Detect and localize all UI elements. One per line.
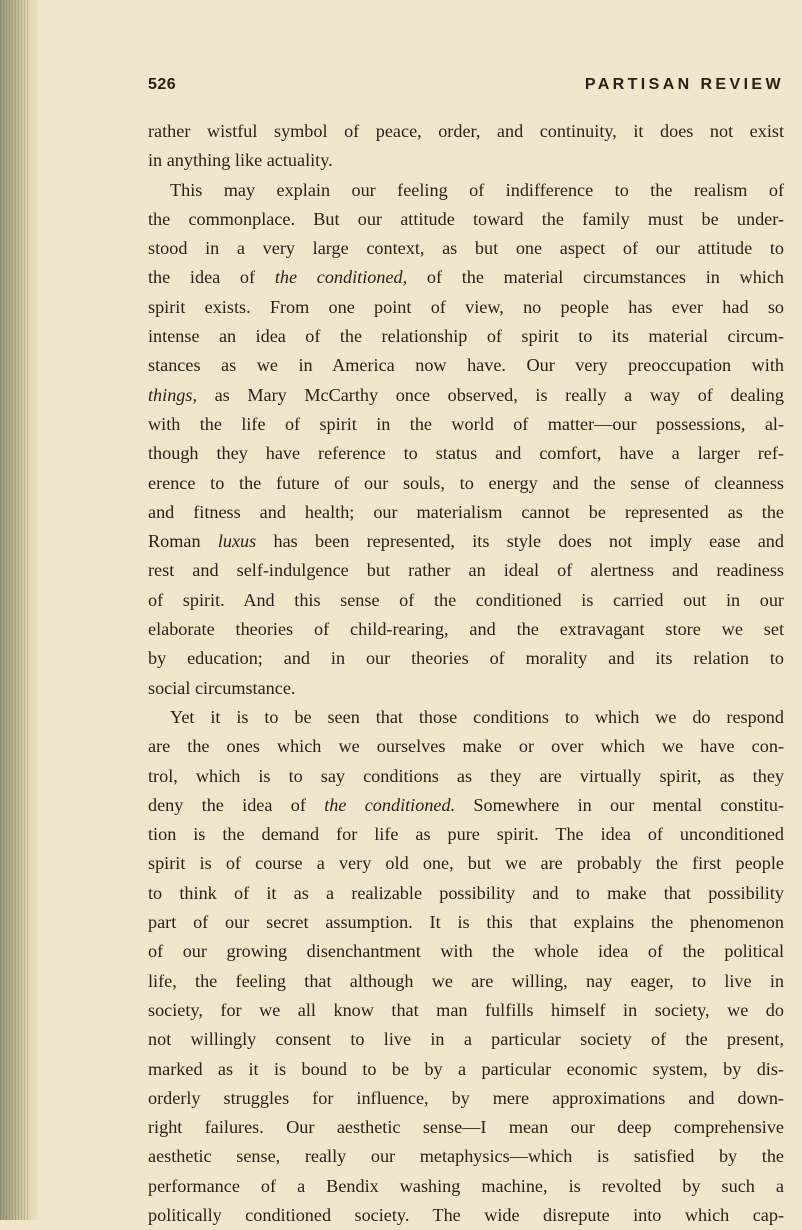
- text-line: intense an idea of the relationship of spirit to its material circum-: [148, 326, 784, 347]
- text-segment: as Mary McCarthy once observed, is really a way of dealing: [197, 384, 784, 405]
- text-line: not willingly consent to live in a particular society of the present,: [148, 1029, 784, 1050]
- page-header: [148, 76, 784, 100]
- text-line: trol, which is to say conditions as they are virtually spirit, as they: [148, 765, 784, 786]
- text-line: aesthetic sense, really our metaphysics—which is satisfied by the: [148, 1146, 784, 1167]
- text-line: with the life of spirit in the world of matter—our possessions, al-: [148, 413, 784, 434]
- text-segment: of the material circumstances in which: [407, 267, 784, 288]
- text-line: orderly struggles for influence, by mere approximations and down-: [148, 1087, 784, 1108]
- text-line: by education; and in our theories of morality and its relation to: [148, 648, 784, 669]
- text-line: of spirit. And this sense of the conditioned is carried out in our: [148, 589, 784, 610]
- text-segment: the idea of: [148, 267, 275, 288]
- text-line: tion is the demand for life as pure spirit. The idea of unconditioned: [148, 824, 784, 845]
- text-line: though they have reference to status and comfort, have a larger ref-: [148, 443, 784, 464]
- text-line: Yet it is to be seen that those conditions to which we do respond: [170, 706, 784, 727]
- text-line: and fitness and health; our materialism cannot be represented as the: [148, 501, 784, 522]
- italic-segment: the conditioned,: [274, 267, 408, 288]
- text-line: part of our secret assumption. It is this that explains the phenomenon: [148, 912, 784, 933]
- text-line: to think of it as a realizable possibility and to make that possibility: [148, 882, 784, 903]
- text-segment: has been represented, its style does not imply ease and: [256, 531, 784, 552]
- running-head: PARTISAN REVIEW: [584, 76, 784, 93]
- text-line: in anything like actuality.: [148, 150, 333, 171]
- text-line: social circumstance.: [148, 677, 296, 698]
- page-number: 526: [148, 76, 177, 93]
- text-line: of our growing disenchantment with the whole idea of the political: [148, 941, 784, 962]
- text-line: life, the feeling that although we are willing, nay eager, to live in: [148, 970, 784, 991]
- text-segment: deny the idea of: [148, 794, 325, 815]
- italic-segment: luxus: [217, 531, 257, 552]
- italic-segment: the conditioned.: [324, 794, 456, 815]
- text-line: [148, 791, 784, 820]
- text-line: politically conditioned society. The wide disrepute into which cap-: [148, 1204, 784, 1225]
- text-line: stood in a very large context, as but one aspect of our attitude to: [148, 238, 784, 259]
- text-segment: Somewhere in our mental constitu-: [455, 794, 784, 815]
- gutter-stripes: [0, 0, 30, 1220]
- text-line: spirit is of course a very old one, but we are probably the first people: [148, 853, 784, 874]
- text-line: [148, 263, 784, 292]
- text-line: elaborate theories of child-rearing, and the extravagant store we set: [148, 619, 784, 640]
- text-line: rather wistful symbol of peace, order, and continuity, it does not exist: [148, 121, 784, 141]
- text-line: society, for we all know that man fulfills himself in society, we do: [148, 999, 784, 1020]
- text-line: spirit exists. From one point of view, no people has ever had so: [148, 296, 784, 317]
- body-text: [148, 117, 784, 1230]
- text-segment: Roman: [148, 531, 218, 552]
- text-line: right failures. Our aesthetic sense—I mean our deep comprehensive: [148, 1117, 784, 1138]
- binding-gutter: [0, 0, 38, 1220]
- text-line: [148, 381, 784, 410]
- text-line: rest and self-indulgence but rather an ideal of alertness and readiness: [148, 560, 784, 581]
- text-line: erence to the future of our souls, to energy and the sense of cleanness: [148, 472, 784, 493]
- text-line: [148, 527, 784, 556]
- text-line: the commonplace. But our attitude toward the family must be under-: [148, 208, 784, 229]
- text-line: This may explain our feeling of indifference to the realism of: [170, 179, 784, 200]
- text-line: stances as we in America now have. Our very preoccupation with: [148, 355, 784, 376]
- text-line: marked as it is bound to be by a particular economic system, by dis-: [148, 1058, 784, 1079]
- text-line: are the ones which we ourselves make or over which we have con-: [148, 736, 784, 757]
- italic-segment: things,: [148, 384, 198, 405]
- text-line: performance of a Bendix washing machine, is revolted by such a: [148, 1175, 784, 1196]
